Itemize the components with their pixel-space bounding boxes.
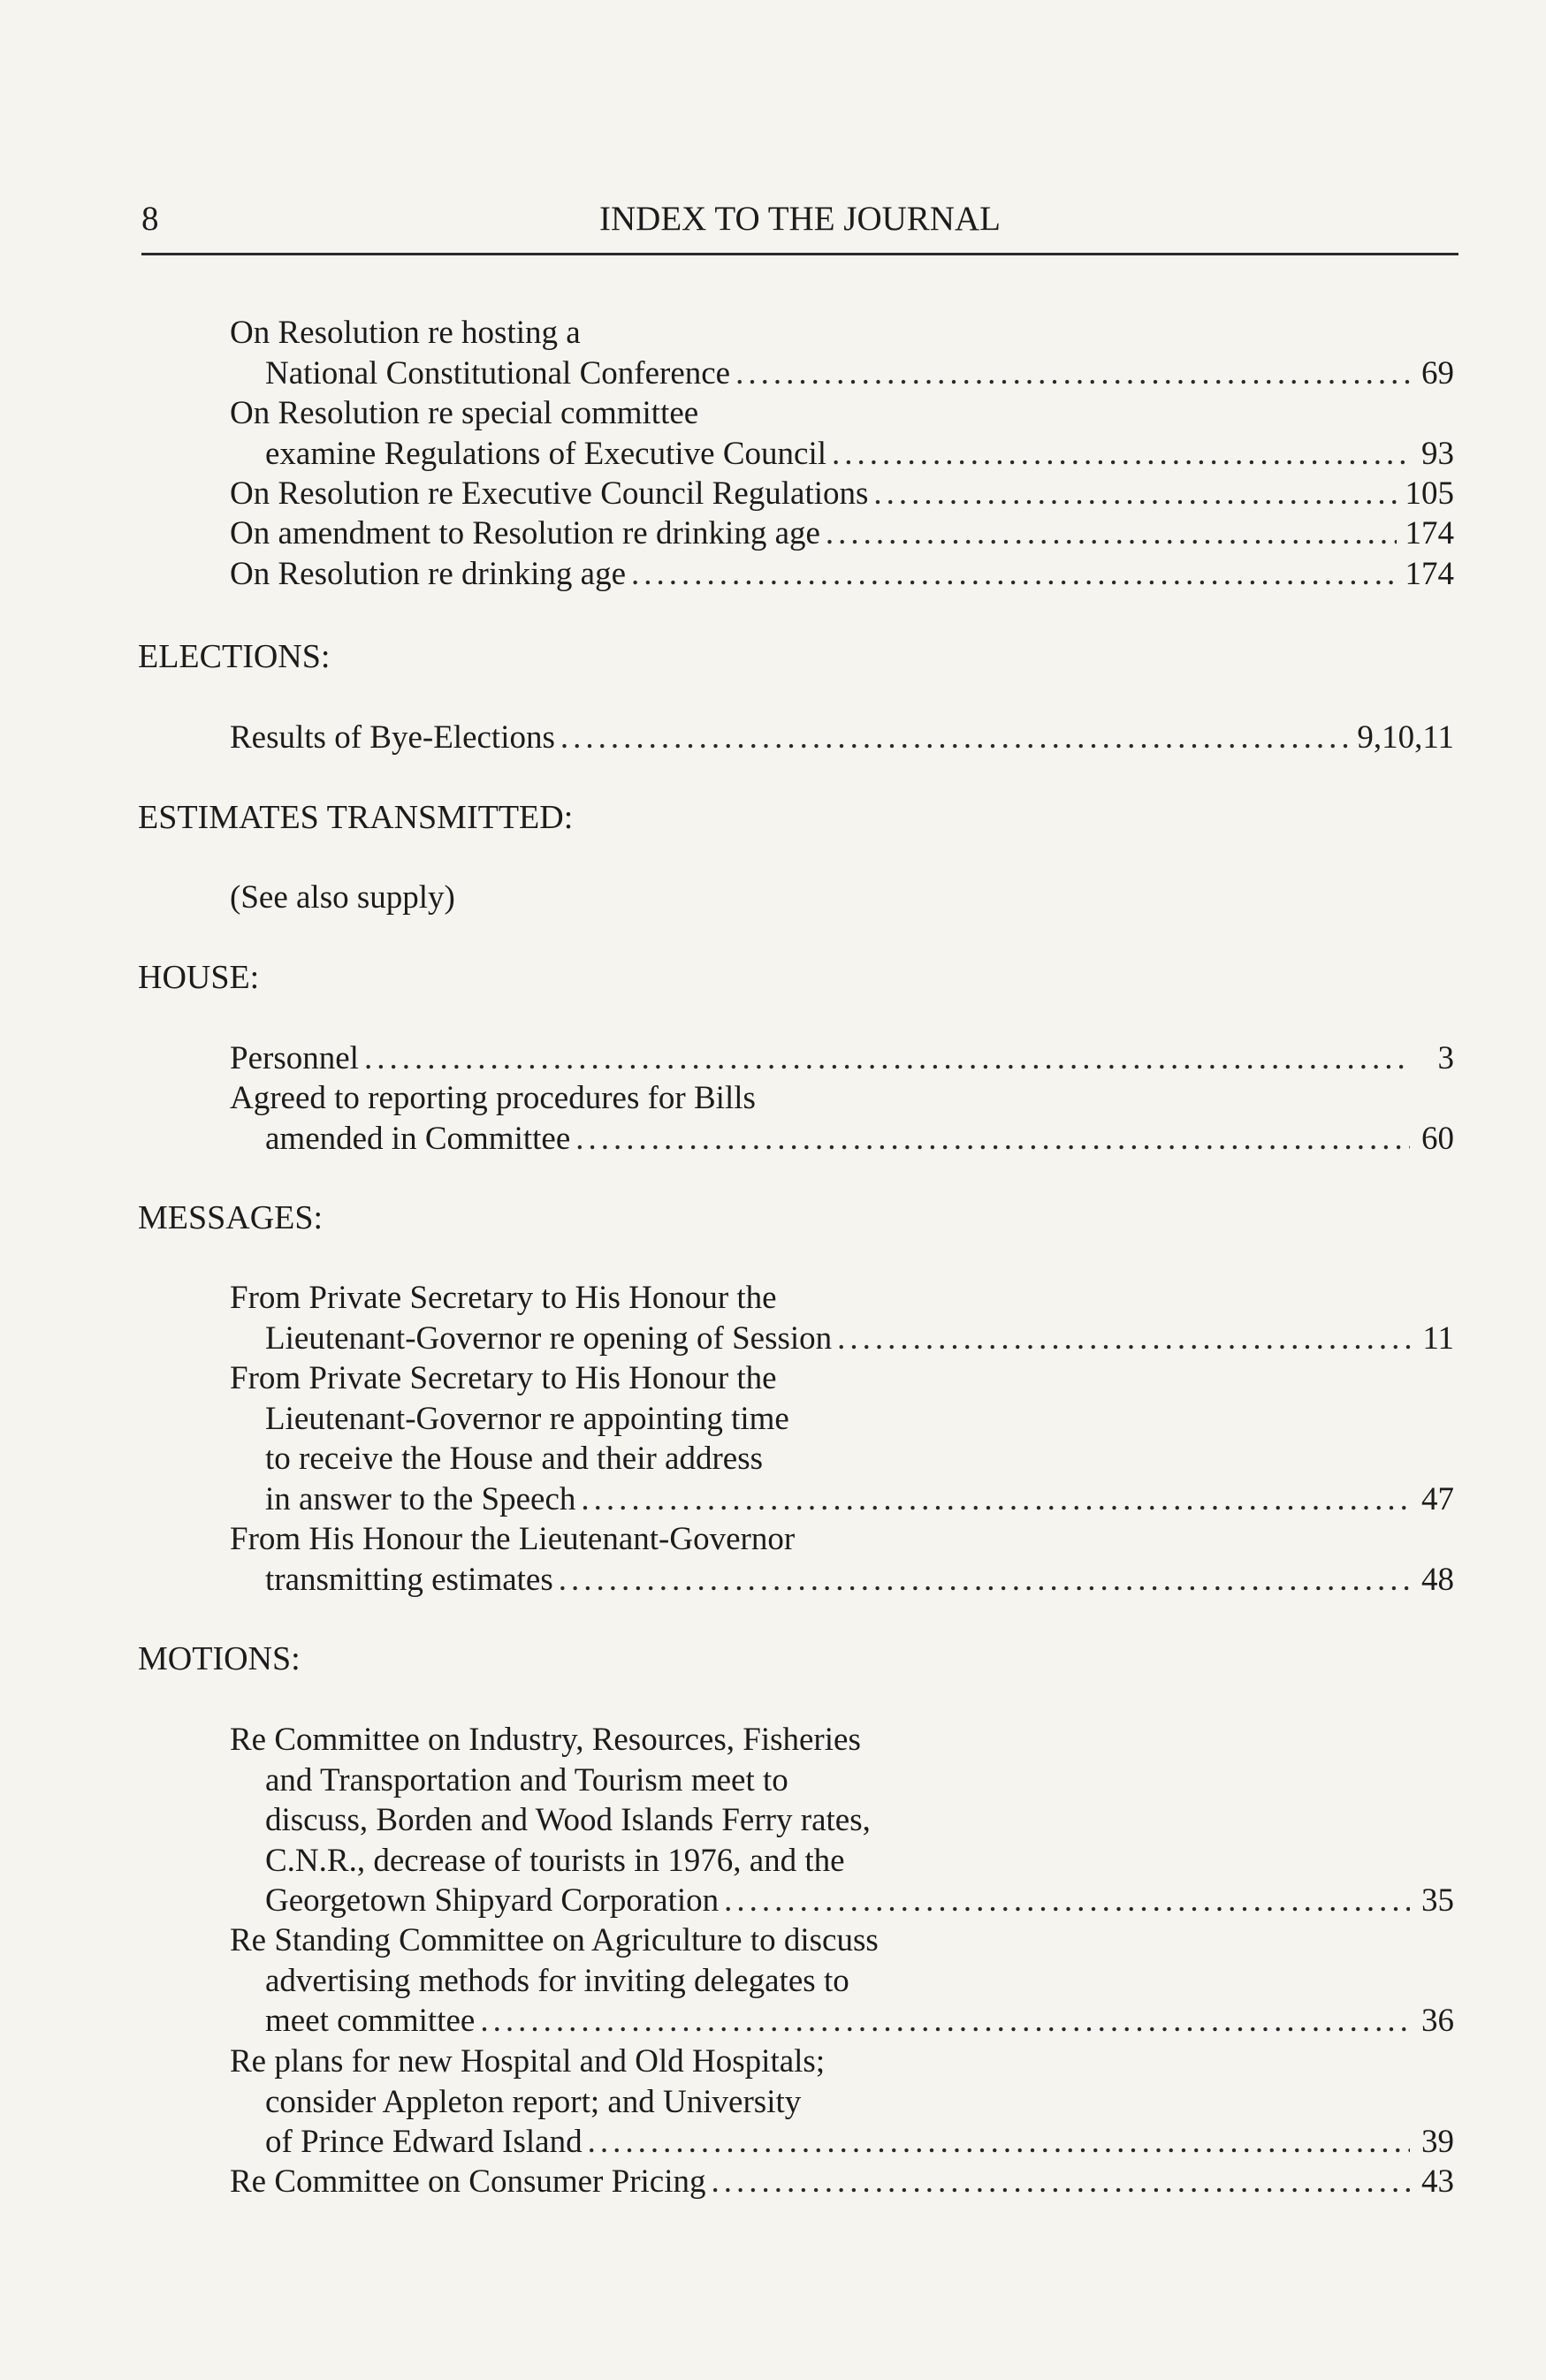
index-entry <box>230 718 1454 758</box>
entry-line: advertising methods for inviting delegates to <box>265 1962 849 1999</box>
entry-line: On amendment to Resolution re drinking age ..... 174 <box>230 513 1454 554</box>
section-heading-elections: ELECTIONS: <box>138 638 331 675</box>
leader-dots <box>873 474 1396 514</box>
leader-dots <box>631 554 1396 595</box>
index-entry <box>230 554 1454 595</box>
entry-line: Re plans for new Hospital and Old Hospitals; <box>230 2043 826 2080</box>
entry-line: (See also supply) <box>230 879 455 916</box>
index-entry <box>230 1038 1454 1079</box>
leader-dots <box>364 1038 1410 1079</box>
page-reference: 93 <box>1421 435 1454 472</box>
index-entry <box>230 1920 1454 2042</box>
leader-dots <box>832 434 1410 475</box>
entry-line: examine Regulations of Executive Council ..... 93 <box>230 434 1454 475</box>
index-entry <box>230 1278 1454 1358</box>
leader-dots <box>724 1881 1410 1921</box>
entry-line: Re Committee on Industry, Resources, Fisheries <box>230 1722 861 1758</box>
entry-line: On Resolution re hosting a <box>230 315 581 351</box>
leader-dots <box>826 513 1397 554</box>
page-reference: 69 <box>1421 354 1454 392</box>
entry-line: Georgetown Shipyard Corporation ..... 35 <box>230 1881 1454 1921</box>
entry-line: From Private Secretary to His Honour the <box>230 1280 777 1316</box>
page-reference: 3 <box>1437 1040 1454 1076</box>
page-reference: 174 <box>1405 515 1454 551</box>
page-reference: 36 <box>1421 2003 1454 2039</box>
entry-line: amended in Committee ..... 60 <box>230 1119 1454 1160</box>
index-entry <box>230 2042 1454 2163</box>
entry-line: Re Committee on Consumer Pricing ..... 43 <box>230 2162 1454 2202</box>
page-reference: 39 <box>1421 2124 1454 2160</box>
entry-line: From His Honour the Lieutenant-Governor <box>230 1521 796 1557</box>
page-reference: 43 <box>1421 2163 1454 2200</box>
section-heading-messages: MESSAGES: <box>138 1199 324 1236</box>
index-entry <box>230 2162 1454 2202</box>
entry-line: Personnel ..... 3 <box>230 1038 1454 1079</box>
entry-line: On Resolution re special committee <box>230 395 699 431</box>
entry-line: consider Appleton report; and University <box>265 2083 802 2120</box>
page-reference: 105 <box>1405 475 1454 512</box>
leader-dots <box>735 354 1410 394</box>
entry-line: On Resolution re Executive Council Regulations ..... 105 <box>230 474 1454 514</box>
entry-line: transmitting estimates ..... 48 <box>230 1560 1454 1601</box>
entry-line: discuss, Borden and Wood Islands Ferry rates, <box>265 1802 871 1838</box>
page-number: 8 <box>141 200 159 238</box>
cross-reference <box>230 878 1454 918</box>
entry-line: On Resolution re drinking age ..... 174 <box>230 554 1454 595</box>
section-heading-house: HOUSE: <box>138 959 260 996</box>
leader-dots <box>559 1560 1410 1601</box>
leader-dots <box>480 2001 1410 2042</box>
entry-line: C.N.R., decrease of tourists in 1976, and the <box>265 1842 845 1879</box>
index-entry <box>230 313 1454 393</box>
page-reference: 174 <box>1405 556 1454 592</box>
page-reference: 60 <box>1421 1120 1454 1157</box>
entry-line: National Constitutional Conference ..... 69 <box>230 354 1454 394</box>
entry-line: From Private Secretary to His Honour the <box>230 1360 777 1396</box>
header-rule <box>141 253 1458 255</box>
running-title: INDEX TO THE JOURNAL <box>599 200 1001 238</box>
page-reference: 47 <box>1421 1480 1454 1517</box>
leader-dots <box>560 718 1348 758</box>
leader-dots <box>837 1319 1410 1359</box>
index-entry <box>230 393 1454 474</box>
leader-dots <box>712 2162 1410 2202</box>
entry-line: Results of Bye-Elections ..... 9,10,11 <box>230 718 1454 758</box>
page-reference: 35 <box>1421 1882 1454 1919</box>
index-entry <box>230 1519 1454 1600</box>
index-entry <box>230 1078 1454 1159</box>
section-heading-estimates: ESTIMATES TRANSMITTED: <box>138 799 574 836</box>
entry-line: of Prince Edward Island ..... 39 <box>230 2122 1454 2163</box>
index-entry <box>230 474 1454 514</box>
page-reference: 48 <box>1421 1561 1454 1598</box>
index-entry <box>230 1720 1454 1921</box>
page-header <box>141 196 1458 242</box>
leader-dots <box>581 1479 1410 1520</box>
index-entry <box>230 1358 1454 1519</box>
entry-line: in answer to the Speech ..... 47 <box>230 1479 1454 1520</box>
section-heading-motions: MOTIONS: <box>138 1640 301 1677</box>
index-entry <box>230 513 1454 554</box>
leader-dots <box>588 2122 1410 2163</box>
entry-line: Re Standing Committee on Agriculture to discuss <box>230 1922 879 1958</box>
entry-line: Lieutenant-Governor re opening of Session ..... 11 <box>230 1319 1454 1359</box>
entry-line: Agreed to reporting procedures for Bills <box>230 1080 756 1116</box>
page-reference: 11 <box>1422 1319 1454 1357</box>
leader-dots <box>575 1119 1410 1160</box>
entry-line: and Transportation and Tourism meet to <box>265 1761 788 1798</box>
entry-line: Lieutenant-Governor re appointing time <box>265 1400 789 1437</box>
page-reference: 9,10,11 <box>1357 719 1454 756</box>
entry-line: meet committee ..... 36 <box>230 2001 1454 2042</box>
entry-line: to receive the House and their address <box>265 1441 764 1477</box>
